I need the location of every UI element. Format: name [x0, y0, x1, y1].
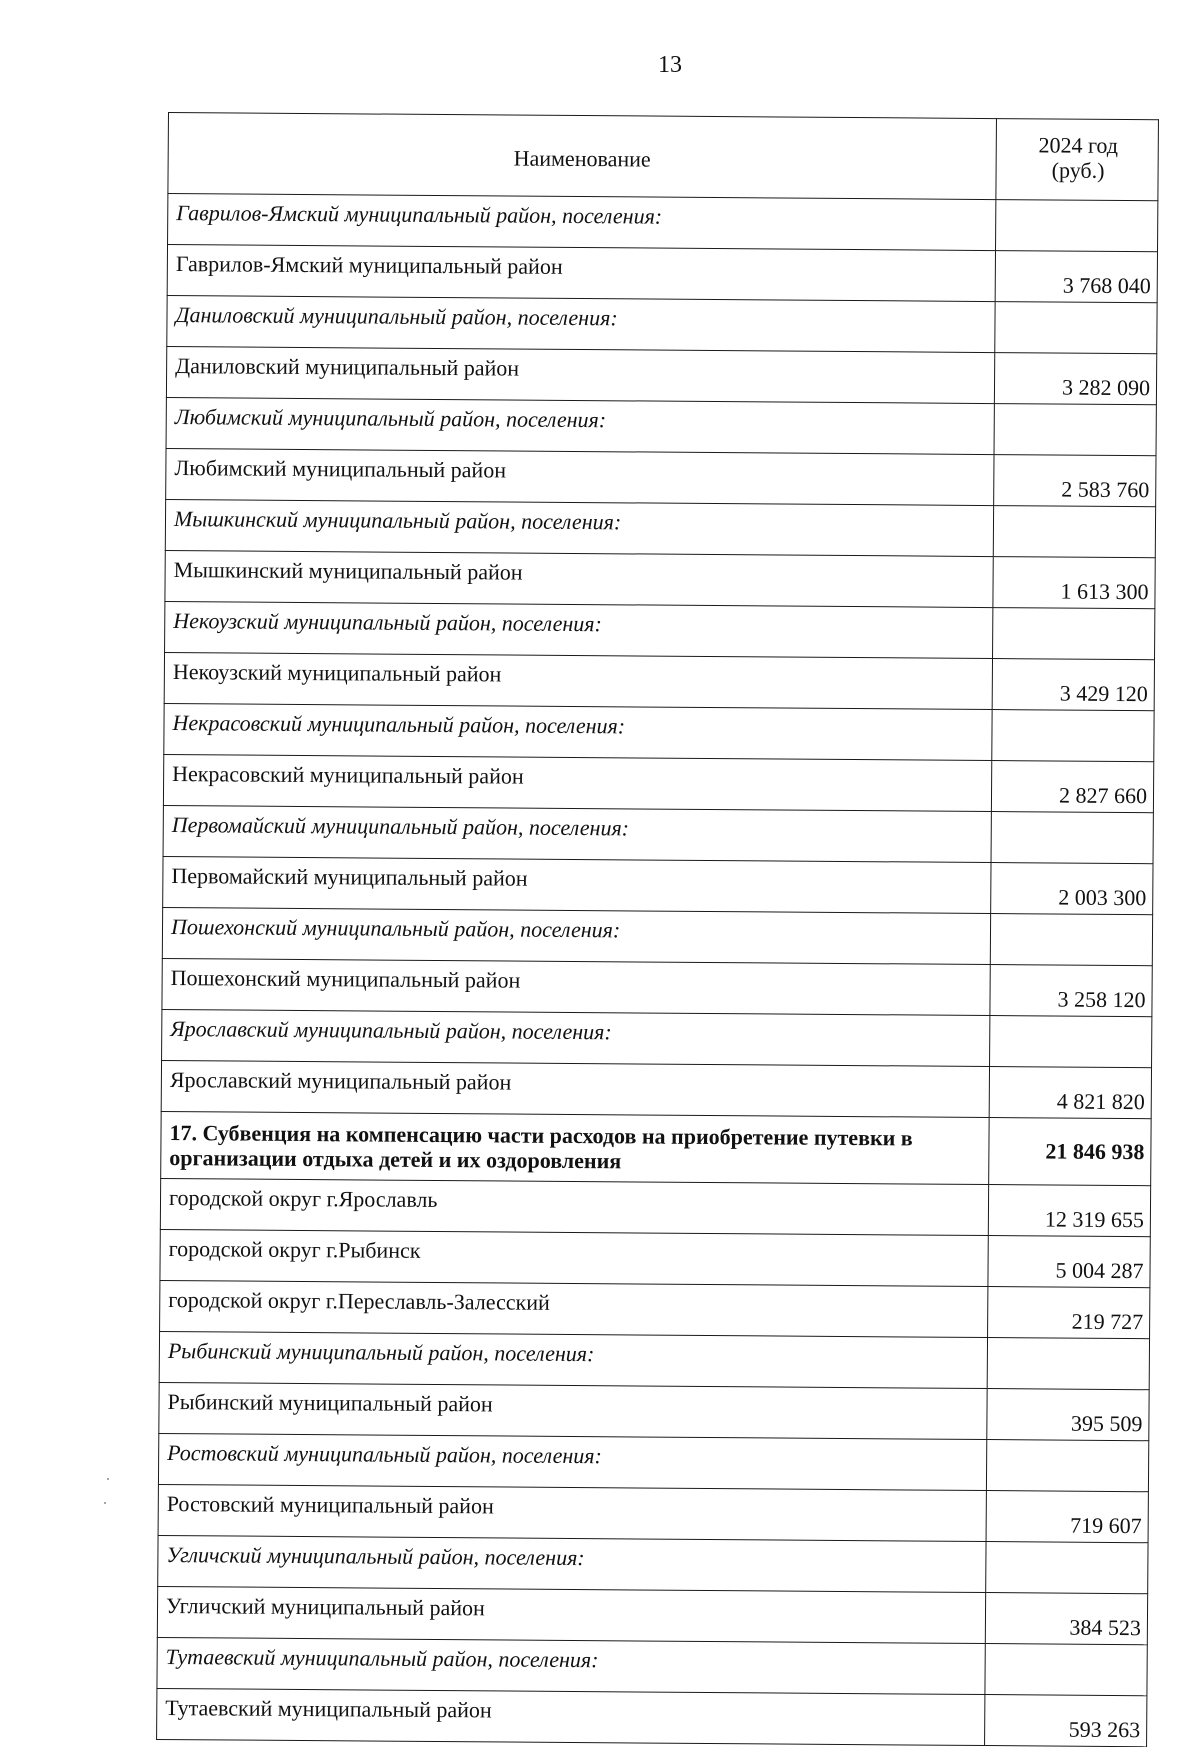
- header-name: Наименование: [168, 113, 997, 200]
- header-year-line2: (руб.): [1051, 157, 1105, 183]
- table-row: [157, 1586, 1147, 1644]
- group-row: [162, 1009, 1152, 1067]
- row-value: 21 846 938: [989, 1118, 1151, 1186]
- group-row: [164, 703, 1154, 761]
- group-row: [159, 1331, 1149, 1389]
- group-row: [157, 1637, 1147, 1695]
- row-name: Пошехонский муниципальный район: [162, 958, 990, 1015]
- subvention-table-wrapper: [156, 112, 1158, 1747]
- row-name: Гаврилов-Ямский муниципальный район, поселения:: [168, 194, 996, 251]
- row-value: [993, 506, 1155, 558]
- table-body: [157, 113, 1159, 1747]
- row-value: [993, 608, 1155, 660]
- row-name: Даниловский муниципальный район: [166, 346, 994, 403]
- row-name: 17. Субвенция на компенсацию части расходов на приобретение путевки в организации отдыха детей и их оздоровления: [161, 1111, 989, 1184]
- subvention-table: [156, 112, 1159, 1747]
- table-row: [161, 1060, 1151, 1118]
- row-name: Ярославский муниципальный район: [161, 1060, 989, 1117]
- group-row: [162, 907, 1152, 965]
- group-row: [158, 1433, 1148, 1491]
- table-row: [163, 856, 1153, 914]
- table-row: [164, 652, 1154, 710]
- row-value: 1 613 300: [993, 557, 1155, 609]
- table-row: [159, 1382, 1149, 1440]
- table-row: [162, 958, 1152, 1016]
- group-row: [165, 601, 1155, 659]
- row-name: городской округ г.Ярославль: [160, 1178, 988, 1235]
- row-name: Тутаевский муниципальный район, поселения:: [157, 1637, 985, 1694]
- row-value: [986, 1440, 1148, 1492]
- row-value: 719 607: [986, 1491, 1148, 1543]
- group-row: [158, 1535, 1148, 1593]
- header-year: [996, 119, 1159, 201]
- row-value: [986, 1542, 1148, 1594]
- row-name: Любимский муниципальный район, поселения:: [166, 397, 994, 454]
- row-name: Рыбинский муниципальный район, поселения:: [159, 1331, 987, 1388]
- row-value: [991, 812, 1153, 864]
- row-value: 2 827 660: [991, 761, 1153, 813]
- row-name: Некоузский муниципальный район: [164, 652, 992, 709]
- row-name: Гаврилов-Ямский муниципальный район: [167, 245, 995, 302]
- header-year-line1: 2024 год: [1038, 132, 1119, 158]
- row-name: Любимский муниципальный район: [166, 448, 994, 505]
- row-value: [990, 914, 1152, 966]
- group-row: [165, 499, 1155, 557]
- row-value: 3 768 040: [995, 251, 1157, 303]
- row-name: Мышкинский муниципальный район, поселения:: [165, 499, 993, 556]
- row-name: Угличский муниципальный район, поселения:: [158, 1535, 986, 1592]
- row-value: [996, 200, 1158, 252]
- row-value: [987, 1338, 1149, 1390]
- row-name: Некрасовский муниципальный район, поселения:: [164, 703, 992, 760]
- row-value: 3 429 120: [992, 659, 1154, 711]
- row-name: Даниловский муниципальный район, поселения:: [167, 295, 995, 352]
- row-name: Мышкинский муниципальный район: [165, 550, 993, 607]
- table-row: [160, 1229, 1150, 1287]
- row-name: Пошехонский муниципальный район, поселения:: [162, 907, 990, 964]
- row-name: городской округ г.Рыбинск: [160, 1229, 988, 1286]
- row-name: Ростовский муниципальный район: [158, 1484, 986, 1541]
- table-row: [158, 1484, 1148, 1542]
- table-row: [165, 550, 1155, 608]
- row-name: Угличский муниципальный район: [157, 1586, 985, 1643]
- row-value: 3 282 090: [994, 353, 1156, 405]
- table-row: [167, 245, 1157, 303]
- row-value: 5 004 287: [988, 1236, 1150, 1288]
- scan-speck: [104, 1502, 106, 1504]
- row-value: 384 523: [985, 1593, 1147, 1645]
- row-value: 2 583 760: [994, 455, 1156, 507]
- row-value: 12 319 655: [988, 1185, 1150, 1237]
- row-value: [985, 1644, 1147, 1696]
- row-name: Первомайский муниципальный район, поселения:: [163, 805, 991, 862]
- row-name: Некрасовский муниципальный район: [163, 754, 991, 811]
- group-row: [167, 295, 1157, 353]
- table-header-row: [168, 113, 1159, 201]
- group-row: [163, 805, 1153, 863]
- row-value: 2 003 300: [991, 863, 1153, 915]
- row-value: [992, 710, 1154, 762]
- row-name: Ростовский муниципальный район, поселения:: [158, 1433, 986, 1490]
- row-name: городской округ г.Переславль-Залесский: [160, 1280, 988, 1337]
- row-name: Некоузский муниципальный район, поселения:: [165, 601, 993, 658]
- row-value: [990, 1016, 1152, 1068]
- row-value: [994, 404, 1156, 456]
- page-number: 13: [658, 52, 682, 78]
- group-row: [166, 397, 1156, 455]
- row-value: 4 821 820: [989, 1067, 1151, 1119]
- row-name: Рыбинский муниципальный район: [159, 1382, 987, 1439]
- row-value: 395 509: [987, 1389, 1149, 1441]
- row-value: 219 727: [988, 1287, 1150, 1339]
- table-row: [166, 448, 1156, 506]
- section-row: [161, 1111, 1151, 1185]
- row-name: Ярославский муниципальный район, поселения:: [162, 1009, 990, 1066]
- row-value: 593 263: [985, 1695, 1147, 1747]
- table-row: [157, 1688, 1147, 1746]
- row-value: 3 258 120: [990, 965, 1152, 1017]
- table-row: [160, 1280, 1150, 1338]
- table-row: [166, 346, 1156, 404]
- row-name: Тутаевский муниципальный район: [157, 1688, 985, 1745]
- row-name: Первомайский муниципальный район: [163, 856, 991, 913]
- scan-speck: [107, 1478, 109, 1480]
- group-row: [168, 194, 1158, 252]
- table-row: [160, 1178, 1150, 1236]
- row-value: [995, 302, 1157, 354]
- table-row: [163, 754, 1153, 812]
